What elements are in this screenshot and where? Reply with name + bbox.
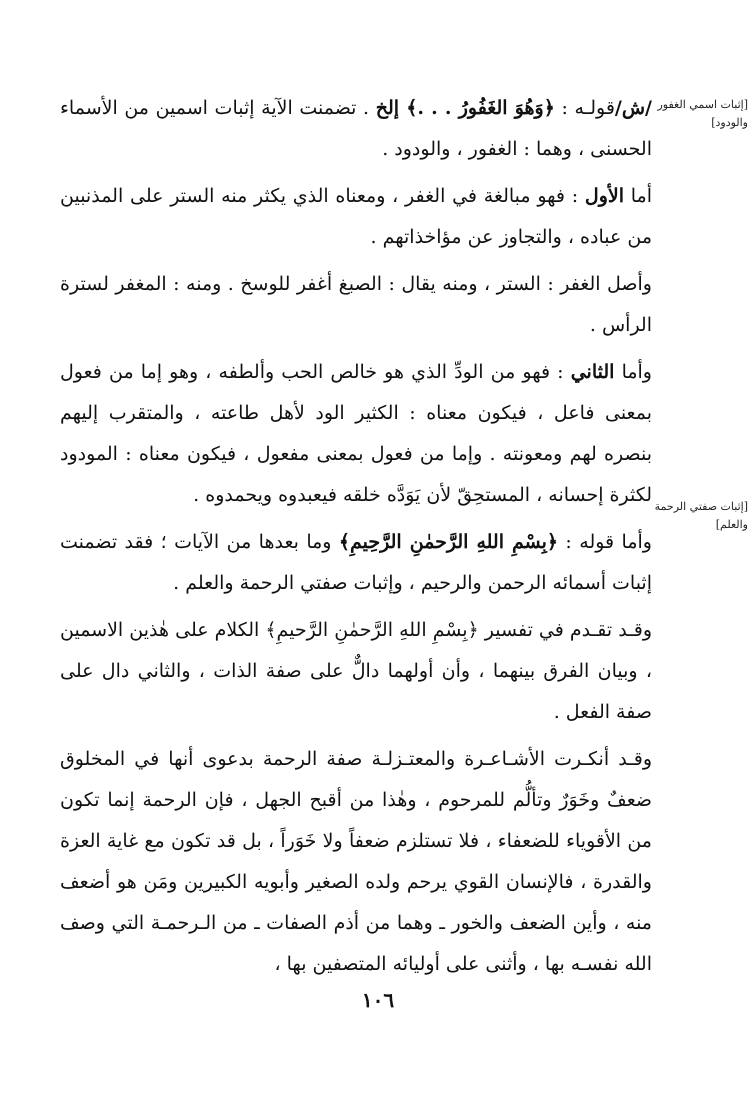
paragraph-text: وما بعدها من الآيات ؛ فقد تضمنت إثبات أسمائه الرحمن والرحيم ، وإثبات صفتي الرحمة والعلم . [60,531,652,594]
term-first: الأول [584,185,624,207]
paragraph-second-name [60,352,652,516]
margin-note-ghafur-wadud: [إثبات اسمي الغفور والودود] [657,98,748,129]
page-number: ١٠٦ [361,988,395,1012]
paragraph-intro-text: قولـه : [554,97,615,119]
paragraph-basmala [60,522,652,604]
paragraph-text: : فهو من الودِّ الذي هو خالص الحب وألطفه ، وهو إما من فعول بمعنى فاعل ، فيكون معناه : الكثير الود لأهل طاعته ، والمتقرب إليهم بنصره لهم ومعونته . وإما من فعول بمعنى مفعول ، فيكون معناه : المودود لكثرة إحسانه ، المستحِقّ لأن يَوَدَّه خلقه فيعبدوه ويحمدوه . [60,361,652,506]
paragraph-refutation: وقـد أنكـرت الأشـاعـرة والمعتـزلـة صفة الرحمة بدعوى أنها في المخلوق ضعفٌ وخَوَرٌ وتألُّم للمرحوم ، وهٰذا من أقبح الجهل ، فإن الرحمة إنما تكون من الأقوياء للضعفاء ، فلا تستلزم ضعفاً ولا خَوَراً ، بل قد تكون مع غاية العزة والقدرة ، فالإنسان القوي يرحم ولده الصغير وأبويه الكبيرين ومَن هو أضعف منه ، وأين الضعف والخور ـ وهما من أذم الصفات ـ من الـرحمـة التي وصف الله نفسـه بها ، وأثنى على أوليائه المتصفين بها ، [60,748,652,975]
paragraph-lead: وأما [614,361,652,383]
sharh-label: /ش/ [614,97,652,119]
quran-quote-basmala: ﴿بِسْمِ اللهِ الرَّحمٰنِ الرَّحِيمِ﴾ [338,531,559,553]
main-text-column [60,88,652,991]
paragraph-lead: أما [624,185,652,207]
quran-quote: ﴿وَهُوَ الغَفُورُ . . .﴾ إلخ [375,97,555,119]
paragraph-tafsir-reference: وقـد تقـدم في تفسير ﴿بِسْمِ اللهِ الرَّحمٰنِ الرَّحيمِ﴾ الكلام على هٰذين الاسمين ، وبيان الفرق بينهما ، وأن أولهما دالٌّ على صفة الذات ، والثاني دال على صفة الفعل . [60,619,652,723]
paragraph-intro-text: وأما قوله : [558,531,652,553]
paragraph-first-name [60,176,652,258]
term-second: الثاني [570,361,615,383]
paragraph-ghafr-origin: وأصل الغفر : الستر ، ومنه يقال : الصبغ أغفر للوسخ . ومنه : المغفر لسترة الرأس . [60,273,652,336]
margin-note-rahma-ilm: [إثبات صفتي الرحمة والعلم] [654,500,748,531]
paragraph-text: . تضمنت الآية إثبات اسمين من الأسماء الحسنى ، وهما : الغفور ، والودود . [60,97,652,160]
paragraph-text: : فهو مبالغة في الغفر ، ومعناه الذي يكثر منه الستر على المذنبين من عباده ، والتجاوز عن مؤاخذاتهم . [60,185,652,248]
paragraph-sharh-intro [60,88,652,170]
